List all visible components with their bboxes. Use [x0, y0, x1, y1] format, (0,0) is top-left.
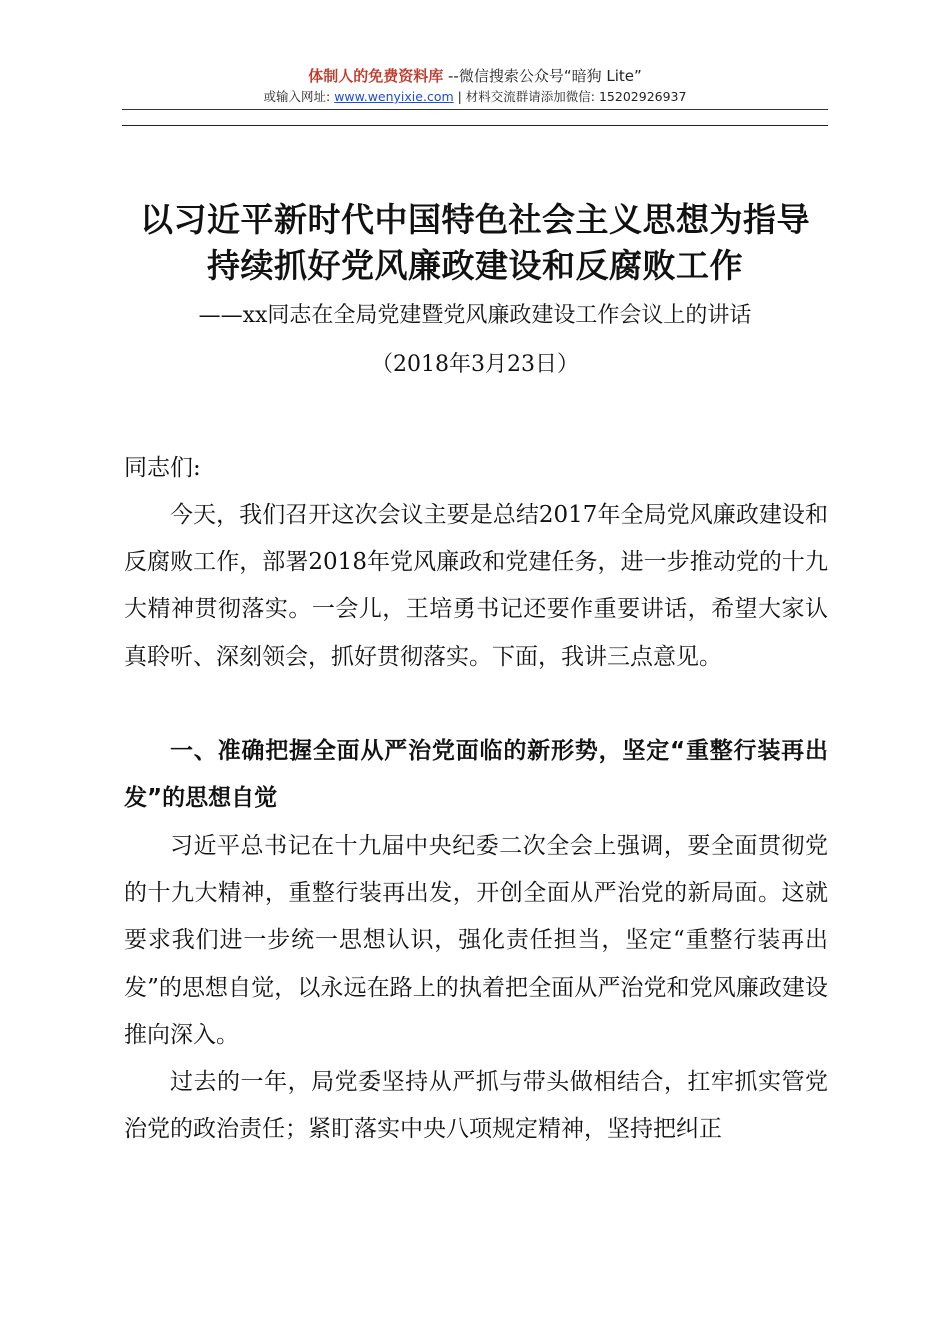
header-divider-thick — [122, 125, 828, 126]
brand-name: 体制人的免费资料库 — [308, 67, 444, 85]
paragraph-3: 过去的一年，局党委坚持从严抓与带头做相结合，扛牢抓实管党治党的政治责任；紧盯落实中央八项规定精神，坚持把纠正 — [124, 1069, 828, 1143]
brand-suffix: --微信搜索公众号“暗狗 Lite” — [443, 67, 642, 85]
greeting: 同志们: — [124, 455, 201, 481]
wechat-contact: | 材料交流群请添加微信: 15202926937 — [453, 89, 687, 104]
url-prefix: 或输入网址: — [263, 89, 335, 104]
document-subtitle: ——xx同志在全局党建暨党风廉政建设工作会议上的讲话 — [198, 303, 752, 328]
header-banner-line2 — [0, 88, 950, 106]
paragraph-1: 今天，我们召开这次会议主要是总结2017年全局党风廉政建设和反腐败工作，部署2018年党风廉政和党建任务，进一步推动党的十九大精神贯彻落实。一会儿，王培勇书记还要作重要讲话，希望大家认真聆听、深刻领会，抓好贯彻落实。下面，我讲三点意见。 — [124, 502, 828, 670]
header-banner-line1 — [0, 66, 950, 86]
document-date: （2018年3月23日） — [371, 352, 579, 377]
paragraph-2: 习近平总书记在十九届中央纪委二次全会上强调，要全面贯彻党的十九大精神，重整行装再出发，开创全面从严治党的新局面。这就要求我们进一步统一思想认识，强化责任担当，坚定“重整行装再出发”的思想自觉，以永远在路上的执着把全面从严治党和党风廉政建设推向深入。 — [124, 833, 828, 1048]
section-heading-1: 一、准确把握全面从严治党面临的新形势，坚定“重整行装再出发”的思想自觉 — [124, 738, 828, 812]
website-link[interactable]: www.wenyixie.com — [334, 89, 454, 104]
document-title-line2: 持续抓好党风廉政建设和反腐败工作 — [207, 246, 743, 285]
header-divider-thin — [122, 109, 828, 110]
document-title-line1: 以习近平新时代中国特色社会主义思想为指导 — [140, 200, 810, 239]
